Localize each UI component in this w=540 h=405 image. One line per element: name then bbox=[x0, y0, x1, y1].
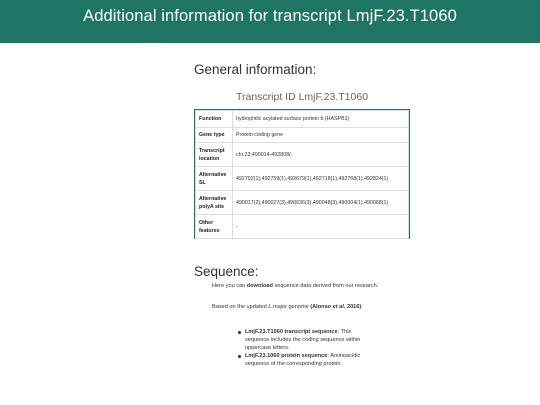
transcript-sequence-link[interactable]: LmjF.23.T1060 transcript sequence bbox=[245, 329, 338, 335]
protein-sequence-link[interactable]: LmjF.23.1060 protein sequence bbox=[245, 353, 328, 359]
download-label: download bbox=[246, 283, 273, 289]
list-item bbox=[236, 328, 376, 352]
row-value: Protein coding gene bbox=[233, 128, 409, 143]
table-row bbox=[196, 128, 409, 143]
row-label: Function bbox=[196, 111, 233, 128]
list-item-description: : Aminoacidic sequence of the corresponding protein. bbox=[245, 353, 361, 367]
page-title: Additional information for transcript LmjF.23.T1060 bbox=[83, 7, 457, 25]
transcript-id-title: Transcript ID LmjF.23.T1060 bbox=[235, 91, 369, 103]
table-row bbox=[196, 167, 409, 191]
row-value: 490017(2),490027(3),490036(3),490048(3),490004(1),490068(1) bbox=[233, 191, 409, 215]
row-value: hydrophilic acylated surface protein b (HASPB1) bbox=[233, 111, 409, 128]
row-label: Alternative polyA site bbox=[196, 191, 233, 215]
row-label: Gene type bbox=[196, 128, 233, 143]
row-value: - bbox=[233, 215, 409, 239]
list-item bbox=[236, 352, 376, 368]
table-row bbox=[196, 215, 409, 239]
sequence-heading: Sequence: bbox=[194, 264, 259, 279]
ref-mid: genome bbox=[286, 304, 311, 310]
ref-suffix: : bbox=[361, 304, 363, 310]
row-value: chr.23:490014-492808(- bbox=[233, 143, 409, 167]
general-info-heading: General information: bbox=[194, 62, 317, 77]
species-name: L.major bbox=[268, 304, 287, 310]
table-row bbox=[196, 143, 409, 167]
genome-reference-text bbox=[212, 303, 382, 311]
sequence-intro-text bbox=[212, 282, 382, 290]
table-row bbox=[196, 111, 409, 128]
sequence-download-list bbox=[236, 328, 376, 368]
row-label: Other features bbox=[196, 215, 233, 239]
table-row bbox=[196, 191, 409, 215]
citation-author: (Alonso bbox=[310, 304, 333, 310]
page-header bbox=[0, 0, 540, 43]
citation-link[interactable] bbox=[310, 304, 361, 310]
transcript-info-table bbox=[194, 109, 410, 239]
ref-prefix: Based on the updated bbox=[212, 304, 269, 310]
list-item-description: : This sequence includes the coding sequence within uppercase letters. bbox=[245, 329, 361, 351]
row-label: Alternative SL bbox=[196, 167, 233, 191]
citation-etal: et al. bbox=[332, 304, 346, 310]
row-value: 492792(1),492759(1),492679(1),492718(1),492768(1),492824(1) bbox=[233, 167, 409, 191]
row-label: Transcript location bbox=[196, 143, 233, 167]
intro-suffix: sequence data derived from our research. bbox=[272, 283, 379, 289]
intro-prefix: Here you can bbox=[212, 283, 247, 289]
citation-year: 2016) bbox=[345, 304, 362, 310]
